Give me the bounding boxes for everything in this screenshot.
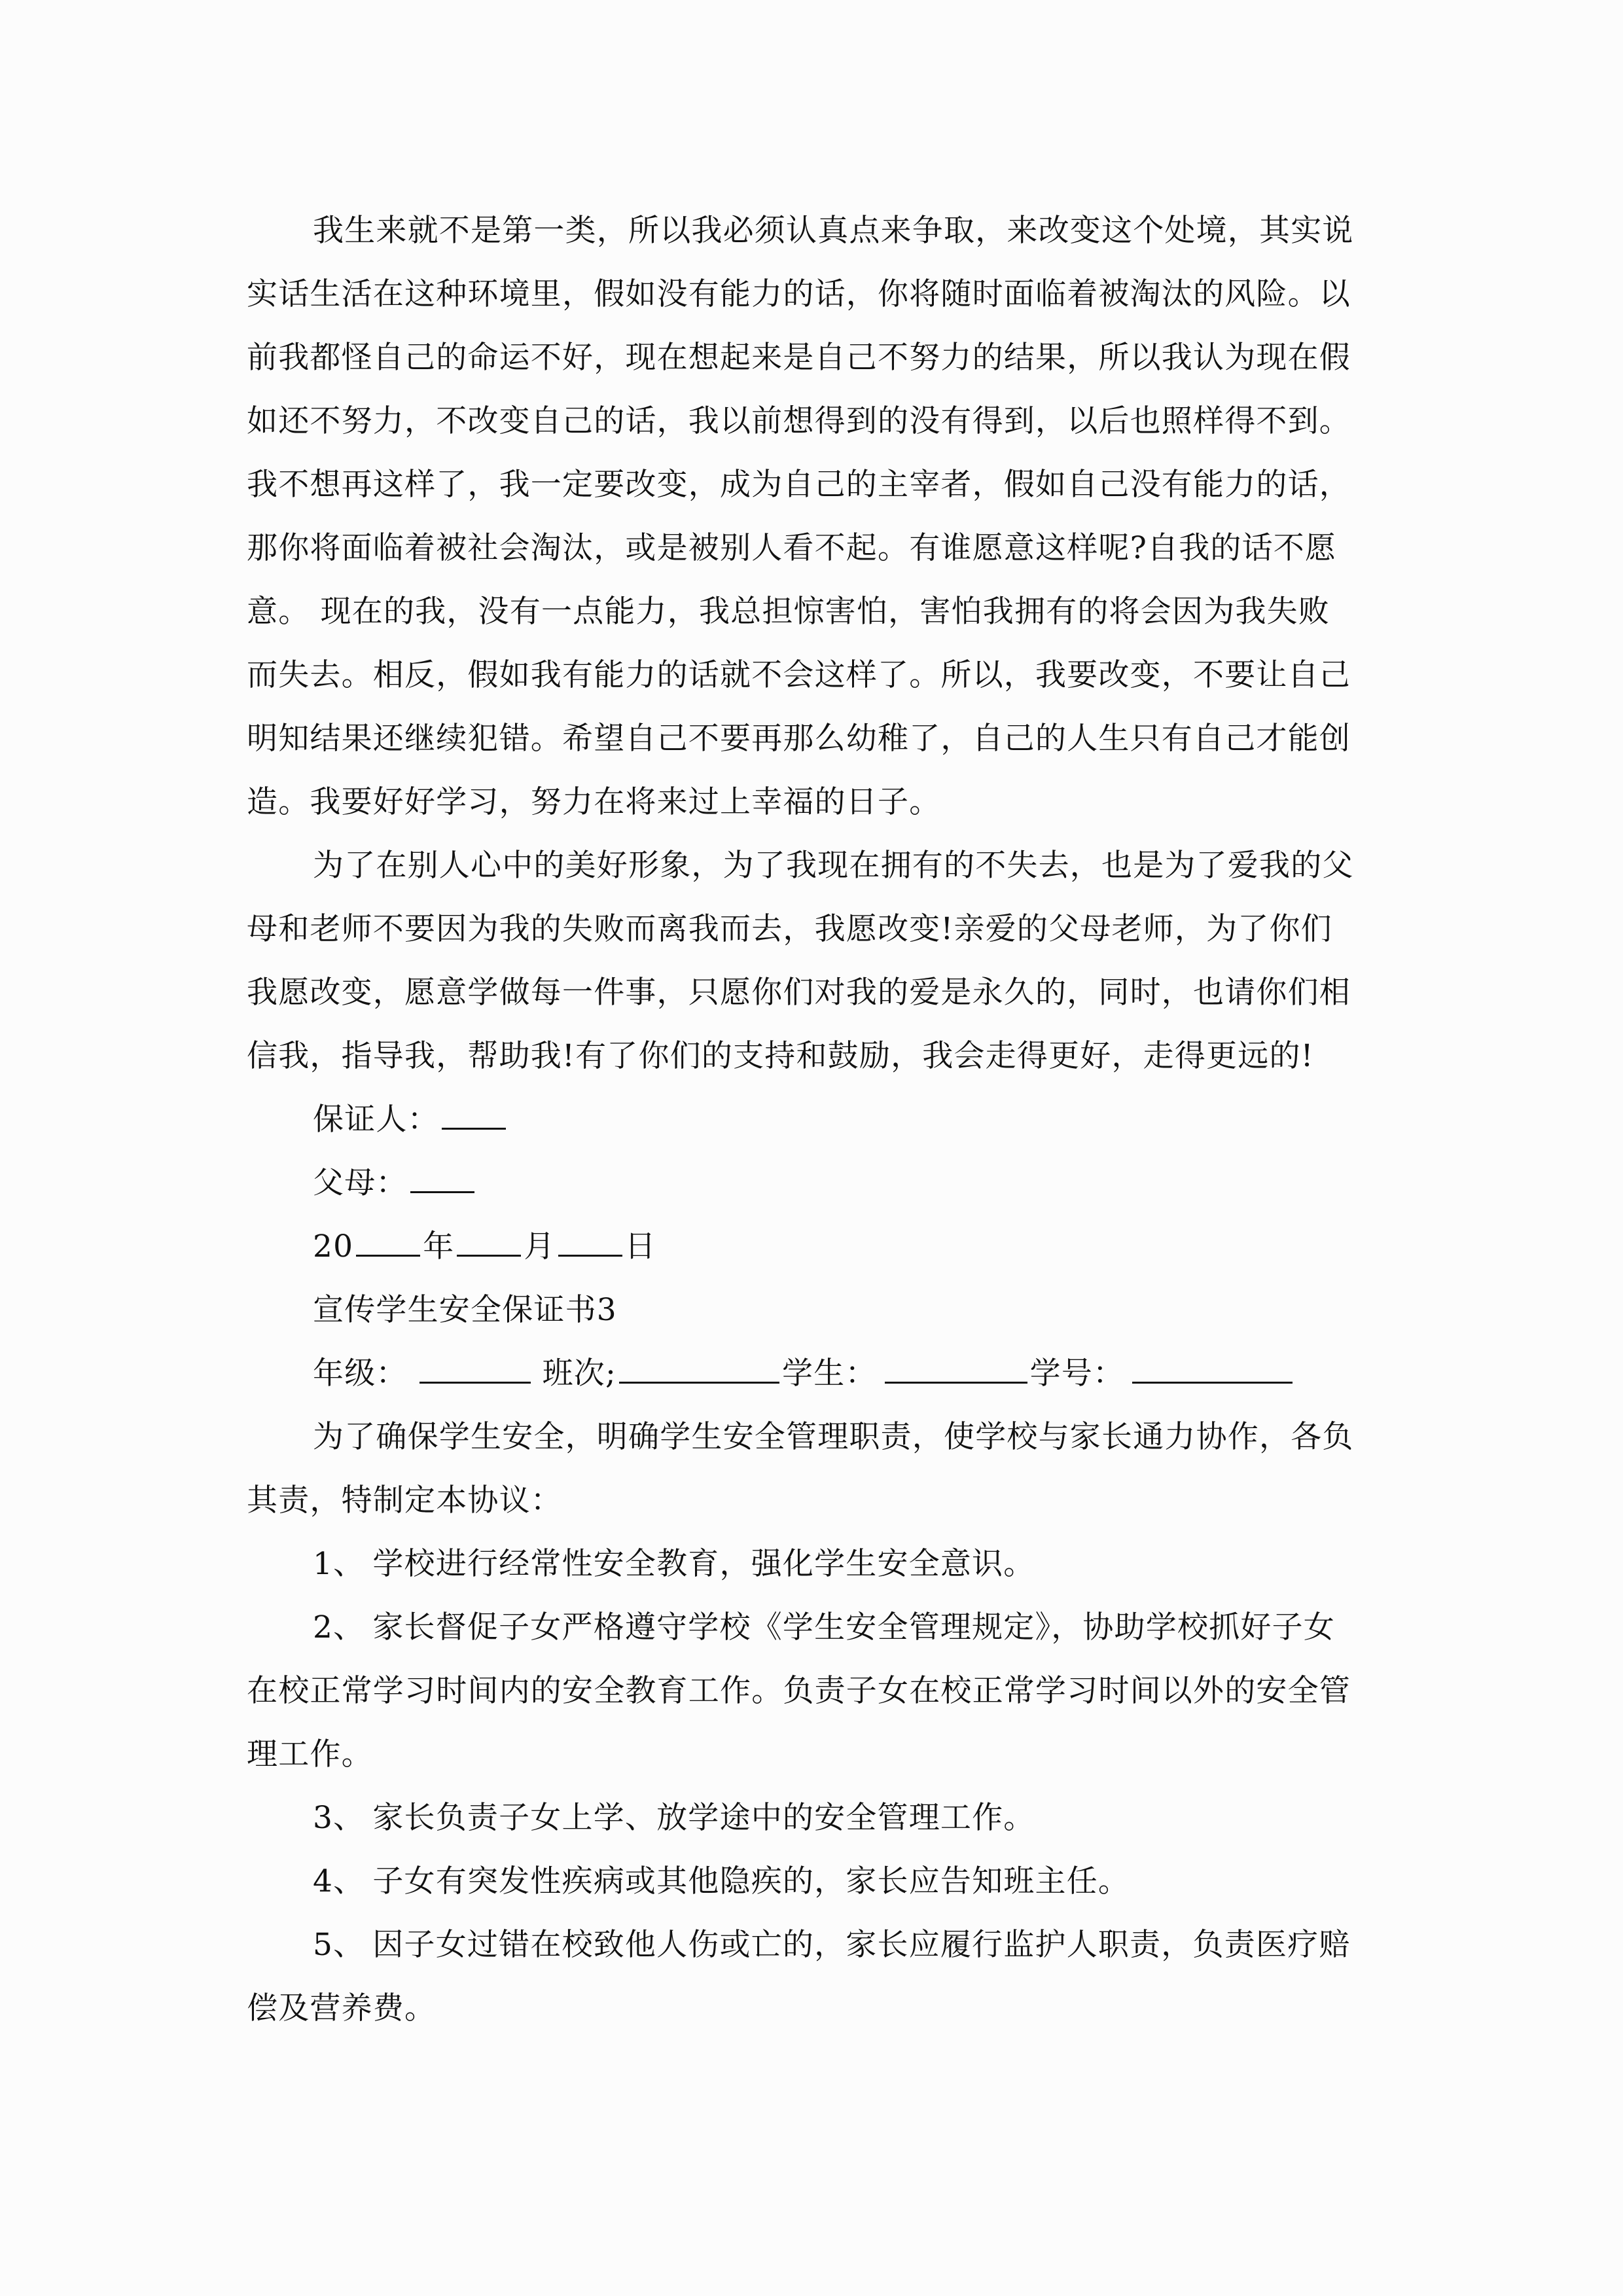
- grade-label: 年级：: [313, 1355, 408, 1391]
- paragraph-1: [247, 199, 1385, 834]
- clause-text: 学校进行经常性安全教育，强化学生安全意识。: [372, 1546, 1035, 1582]
- text-line: 理工作。: [247, 1736, 373, 1772]
- text-line: 我不想再这样了，我一定要改变，成为自己的主宰者，假如自己没有能力的话，: [247, 467, 1351, 503]
- text-line: 为了在别人心中的美好形象，为了我现在拥有的不失去，也是为了爱我的父: [313, 848, 1354, 884]
- text-line: 造。我要好好学习，努力在将来过上幸福的日子。: [247, 784, 941, 820]
- year-blank[interactable]: [356, 1217, 420, 1257]
- number-label: 学号：: [1029, 1355, 1125, 1391]
- clause-3: [247, 1786, 1385, 1850]
- parents-blank[interactable]: [410, 1153, 474, 1193]
- paragraph-2: [247, 834, 1385, 1088]
- guarantor-line: [247, 1088, 1385, 1151]
- text-line: 其责，特制定本协议：: [247, 1482, 562, 1518]
- student-blank[interactable]: [885, 1344, 1027, 1384]
- parents-label: 父母：: [313, 1165, 408, 1201]
- clause-number: 5、: [313, 1927, 365, 1963]
- text-line: 母和老师不要因为我的失败而离我而去，我愿改变!亲爱的父母老师，为了你们: [247, 911, 1332, 947]
- clause-5: [247, 1913, 1385, 2040]
- day-label: 日: [624, 1229, 656, 1265]
- parents-line: [247, 1151, 1385, 1215]
- text-line: 在校正常学习时间内的安全教育工作。负责子女在校正常学习时间以外的安全管: [247, 1673, 1351, 1709]
- clause-number: 2、: [313, 1609, 365, 1645]
- clause-1: [247, 1532, 1385, 1596]
- clause-number: 1、: [313, 1546, 365, 1582]
- section-title: 宣传学生安全保证书3: [313, 1292, 617, 1328]
- text-line: 我愿改变，愿意学做每一件事，只愿你们对我的爱是永久的，同时，也请你们相: [247, 975, 1351, 1011]
- text-line: [247, 1913, 1385, 1977]
- text-line: [247, 1850, 1385, 1913]
- clause-4: [247, 1850, 1385, 1913]
- text-line: 为了确保学生安全，明确学生安全管理职责，使学校与家长通力协作，各负: [313, 1419, 1354, 1455]
- clause-number: 3、: [313, 1800, 365, 1836]
- day-blank[interactable]: [558, 1217, 622, 1257]
- text-line: 偿及营养费。: [247, 1990, 437, 2026]
- text-line: [247, 1532, 1385, 1596]
- guarantor-blank[interactable]: [442, 1090, 506, 1130]
- clause-2: [247, 1596, 1385, 1786]
- month-blank[interactable]: [457, 1217, 521, 1257]
- number-blank[interactable]: [1132, 1344, 1293, 1384]
- text-line: 而失去。相反，假如我有能力的话就不会这样了。所以，我要改变，不要让自己: [247, 657, 1351, 693]
- date-line: [247, 1215, 1385, 1278]
- text-line: 前我都怪自己的命运不好，现在想起来是自己不努力的结果，所以我认为现在假: [247, 340, 1351, 376]
- class-label: 班次;: [542, 1355, 617, 1391]
- text-line: 实话生活在这种环境里，假如没有能力的话，你将随时面临着被淘汰的风险。以: [247, 276, 1351, 312]
- text-line: 我生来就不是第一类，所以我必须认真点来争取，来改变这个处境，其实说: [313, 213, 1354, 249]
- student-info-form: [247, 1342, 1385, 1405]
- clause-text: 家长负责子女上学、放学途中的安全管理工作。: [372, 1800, 1035, 1836]
- text-line: 明知结果还继续犯错。希望自己不要再那么幼稚了，自己的人生只有自己才能创: [247, 721, 1351, 757]
- clause-text: 家长督促子女严格遵守学校《学生安全管理规定》，协助学校抓好子女: [372, 1609, 1336, 1645]
- clause-text: 因子女过错在校致他人伤或亡的，家长应履行监护人职责，负责医疗赔: [372, 1927, 1351, 1963]
- year-label: 年: [423, 1229, 455, 1265]
- month-label: 月: [524, 1229, 556, 1265]
- text-line: 那你将面临着被社会淘汰，或是被别人看不起。有谁愿意这样呢?自我的话不愿: [247, 530, 1337, 566]
- guarantor-label: 保证人：: [313, 1102, 439, 1138]
- text-line: 如还不努力，不改变自己的话，我以前想得到的没有得到，以后也照样得不到。: [247, 403, 1351, 439]
- text-line: 信我，指导我，帮助我!有了你们的支持和鼓励，我会走得更好，走得更远的!: [247, 1038, 1314, 1074]
- date-prefix: 20: [313, 1229, 354, 1265]
- document-page: [247, 199, 1385, 2040]
- class-blank[interactable]: [619, 1344, 779, 1384]
- text-line: [247, 1596, 1385, 1659]
- agreement-intro: [247, 1405, 1385, 1532]
- clause-number: 4、: [313, 1863, 365, 1899]
- text-line: 意。 现在的我，没有一点能力，我总担惊害怕，害怕我拥有的将会因为我失败: [247, 594, 1330, 630]
- text-line: [247, 1786, 1385, 1850]
- student-label: 学生：: [782, 1355, 877, 1391]
- clause-text: 子女有突发性疾病或其他隐疾的，家长应告知班主任。: [372, 1863, 1130, 1899]
- grade-blank[interactable]: [419, 1344, 531, 1384]
